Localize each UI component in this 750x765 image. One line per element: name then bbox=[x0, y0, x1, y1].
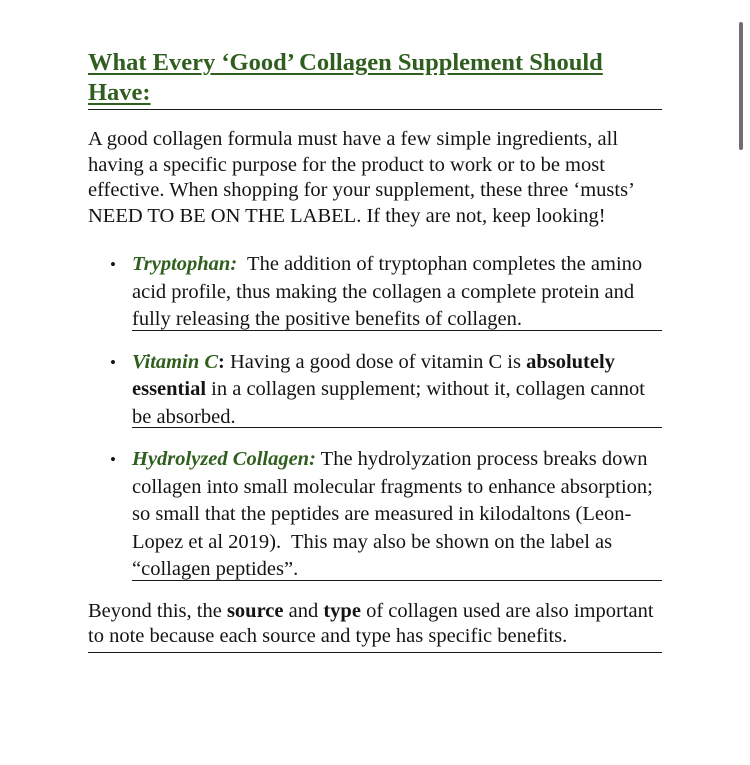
outro-paragraph bbox=[88, 599, 662, 653]
bullet-icon: • bbox=[110, 255, 116, 274]
outro-text-3: of collagen used are also important to note because each source and type has specific benefits. bbox=[88, 599, 654, 647]
bullet-icon: • bbox=[110, 352, 116, 372]
term-tryptophan: Tryptophan: bbox=[132, 253, 238, 275]
description-hydrolyzed-collagen: The hydrolyzation process breaks down collagen into small molecular fragments to enhance absorption; so small that the peptides are measured in kilodaltons (Leon-Lopez et al 2019). This may also be shown on the label as “collagen peptides”. bbox=[132, 448, 659, 580]
emphasis-absolutely-essential: absolutely essential bbox=[132, 350, 615, 400]
emphasis-type: type bbox=[323, 599, 361, 622]
emphasis-source: source bbox=[226, 599, 284, 622]
list-item-tryptophan bbox=[88, 251, 662, 331]
bullet-icon: • bbox=[110, 450, 116, 469]
term-colon: : bbox=[218, 350, 225, 373]
requirements-list bbox=[88, 251, 662, 581]
page-title: What Every ‘Good’ Collagen Supplement Should Have: bbox=[88, 48, 662, 110]
description-vitamin-c-end: in a collagen supplement; without it, collagen cannot be absorbed. bbox=[132, 378, 645, 428]
list-item-hydrolyzed-collagen bbox=[88, 446, 662, 581]
scrollbar-thumb[interactable] bbox=[739, 22, 743, 150]
outro-text-2: and bbox=[283, 599, 324, 622]
term-hydrolyzed-collagen: Hydrolyzed Collagen: bbox=[132, 448, 316, 470]
outro-text-1: Beyond this, the bbox=[88, 599, 227, 622]
term-vitamin-c: Vitamin C bbox=[132, 350, 219, 373]
list-item-vitamin-c bbox=[88, 349, 662, 429]
description-tryptophan: The addition of tryptophan completes the amino acid profile, thus making the collagen a complete protein and fully releasing the positive benefits of collagen. bbox=[132, 253, 648, 330]
document-body bbox=[88, 48, 662, 653]
intro-paragraph: A good collagen formula must have a few simple ingredients, all having a specific purpose for the product to work or to be most effective. When shopping for your supplement, these three ‘musts’ NEED TO BE ON THE LABEL. If they are not, keep looking! bbox=[88, 128, 634, 227]
description-vitamin-c-start: Having a good dose of vitamin C is bbox=[224, 350, 527, 373]
